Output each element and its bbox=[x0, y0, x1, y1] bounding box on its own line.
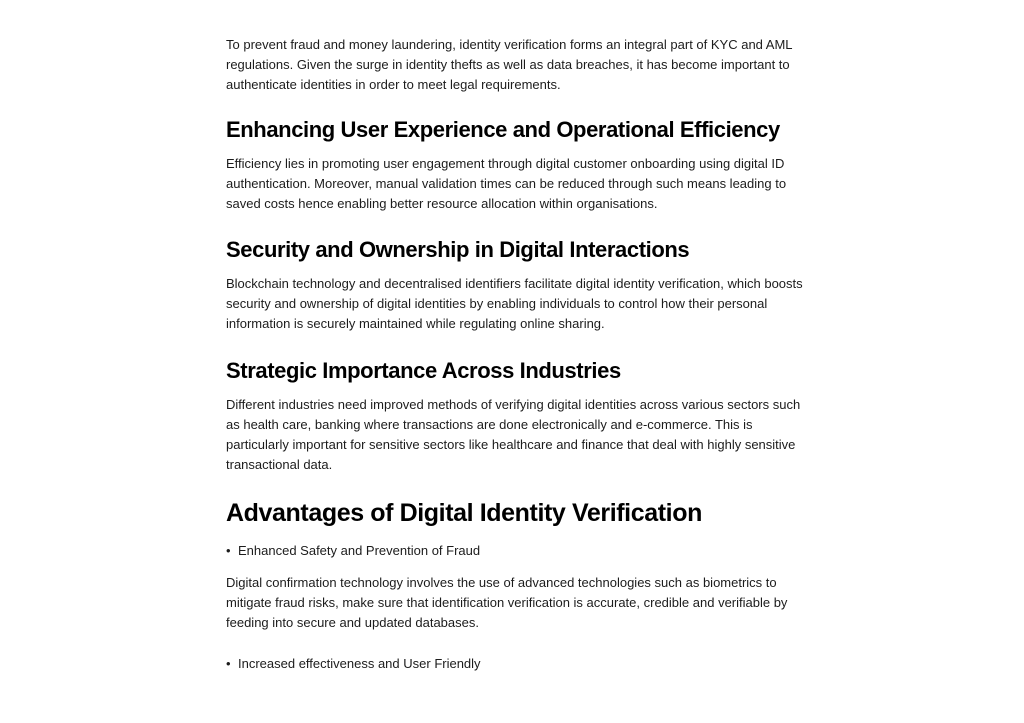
bullet-list bbox=[226, 654, 806, 674]
bullet-list bbox=[226, 541, 806, 561]
bullet-icon: • bbox=[226, 656, 231, 671]
heading-user-experience: Enhancing User Experience and Operational Efficiency bbox=[226, 117, 780, 142]
list-item-label: Enhanced Safety and Prevention of Fraud bbox=[238, 543, 481, 558]
heading-strategic-importance: Strategic Importance Across Industries bbox=[226, 358, 621, 383]
heading-advantages: Advantages of Digital Identity Verification bbox=[226, 499, 702, 527]
list-item bbox=[226, 654, 806, 674]
intro-paragraph: To prevent fraud and money laundering, identity verification forms an integral part of KYC and AML regulations. Given the surge in identity thefts as well as data breaches, it has become important to authenticate identities in order to meet legal requirements. bbox=[226, 37, 793, 92]
list-item bbox=[226, 541, 806, 561]
paragraph-user-experience: Efficiency lies in promoting user engagement through digital customer onboarding using digital ID authentication. Moreover, manual validation times can be reduced through such means leading to saved costs hence enabling better resource allocation within organisations. bbox=[226, 156, 787, 211]
list-item-label: Increased effectiveness and User Friendly bbox=[238, 656, 481, 671]
paragraph-safety-fraud: Digital confirmation technology involves the use of advanced technologies such as biometrics to mitigate fraud risks, make sure that identification verification is accurate, credible and verifiable by feeding into secure and updated databases. bbox=[226, 575, 788, 630]
paragraph-strategic-importance: Different industries need improved methods of verifying digital identities across various sectors such as health care, banking where transactions are done electronically and e-commerce. This is particularly important for sensitive sectors like healthcare and finance that deal with highly sensitive transactional data. bbox=[226, 397, 801, 472]
article-content bbox=[226, 34, 806, 674]
heading-security-ownership: Security and Ownership in Digital Interactions bbox=[226, 237, 690, 262]
paragraph-security-ownership: Blockchain technology and decentralised identifiers facilitate digital identity verification, which boosts security and ownership of digital identities by enabling individuals to control how their personal information is securely maintained while regulating online sharing. bbox=[226, 276, 803, 331]
bullet-icon: • bbox=[226, 543, 231, 558]
